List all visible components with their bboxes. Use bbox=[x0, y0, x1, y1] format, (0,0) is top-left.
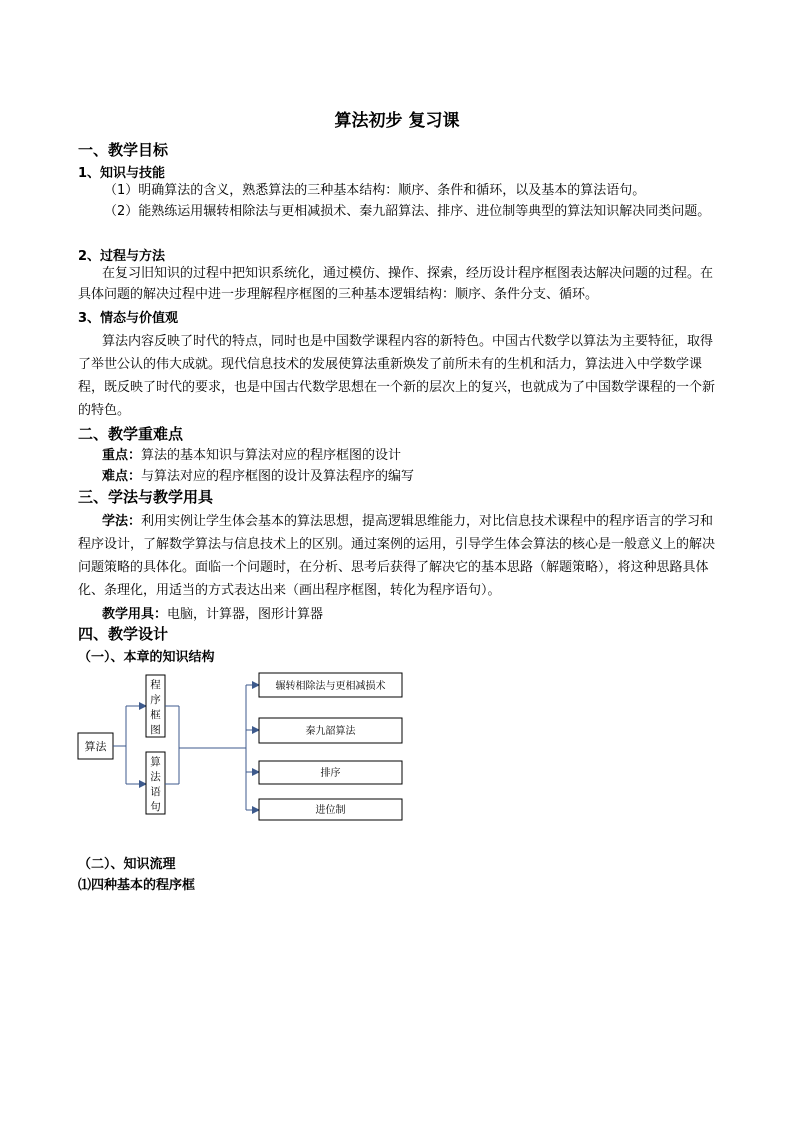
node-flowchart-char-2: 序 bbox=[150, 694, 161, 706]
subheading-four-basic-boxes: ⑴四种基本的程序框 bbox=[78, 878, 196, 893]
node-root-label: 算法 bbox=[84, 740, 107, 753]
leaf-connectors bbox=[165, 685, 259, 810]
key-point-label: 重点： bbox=[102, 448, 142, 463]
node-euclid-label: 辗转相除法与更相减损术 bbox=[275, 681, 386, 692]
subheading-values: 3、情态与价值观 bbox=[78, 311, 179, 326]
learning-method-label: 学法： bbox=[102, 514, 142, 529]
section-heading-goals: 一、教学目标 bbox=[78, 141, 169, 159]
key-point-text: 算法的基本知识与算法对应的程序框图的设计 bbox=[141, 448, 402, 463]
subheading-knowledge-review: （二）、知识流理 bbox=[78, 857, 176, 872]
node-qinjiushao-label: 秦九韶算法 bbox=[305, 726, 356, 737]
node-sorting-label: 排序 bbox=[320, 768, 341, 779]
node-base-label: 进位制 bbox=[315, 805, 346, 816]
difficult-point-label: 难点： bbox=[102, 469, 142, 484]
difficult-point-text: 与算法对应的程序框图的设计及算法程序的编写 bbox=[141, 469, 415, 484]
values-text: 算法内容反映了时代的特点，同时也是中国数学课程内容的新特色。中国古代数学以算法为主要特征，取得了举世公认的伟大成就。现代信息技术的发展使算法重新焕发了前所未有的生机和活力，算法进入中学数学课程，既反映了时代的要求，也是中国古代数学思想在一个新的层次上的复兴，也就成为了中国数学课程的一个新的特色。 bbox=[78, 334, 716, 418]
section-heading-methods-tools: 三、学法与教学用具 bbox=[78, 488, 214, 506]
subheading-process-method: 2、过程与方法 bbox=[78, 249, 166, 264]
goal-item-2: （2）能熟练运用辗转相除法与更相减损术、秦九韶算法、排序、进位制等典型的算法知识解决同类问题。 bbox=[104, 204, 711, 219]
node-statements-char-4: 句 bbox=[150, 801, 161, 813]
learning-method-text: 利用实例让学生体会基本的算法思想，提高逻辑思维能力，对比信息技术课程中的程序语言的学习和程序设计，了解数学算法与信息技术上的区别。通过案例的运用，引导学生体会算法的核心是一般意义上的解决问题策略的具体化。面临一个问题时，在分析、思考后获得了解决它的基本思路（解题策略），将这种思路具体化、条理化，用适当的方式表达出来（画出程序框图，转化为程序语句）。 bbox=[78, 514, 716, 598]
teaching-tools-label: 教学用具： bbox=[102, 607, 168, 622]
teaching-tools-text: 电脑，计算器，图形计算器 bbox=[167, 607, 324, 622]
goal-item-1: （1）明确算法的含义，熟悉算法的三种基本结构：顺序、条件和循环，以及基本的算法语句。 bbox=[104, 183, 646, 198]
node-statements-char-2: 法 bbox=[150, 771, 161, 783]
node-statements-char-3: 语 bbox=[150, 786, 161, 798]
process-method-text: 在复习旧知识的过程中把知识系统化，通过模仿、操作、探索，经历设计程序框图表达解决问题的过程。在具体问题的解决过程中进一步理解程序框图的三种基本逻辑结构：顺序、条件分支、循环。 bbox=[78, 266, 714, 302]
subheading-knowledge-skills: 1、知识与技能 bbox=[78, 166, 166, 181]
node-flowchart-char-3: 框 bbox=[150, 709, 161, 721]
node-statements-char-1: 算 bbox=[150, 756, 161, 768]
root-connectors bbox=[113, 706, 146, 784]
node-flowchart-char-4: 图 bbox=[150, 724, 161, 736]
section-heading-key-points: 二、教学重难点 bbox=[78, 425, 184, 443]
node-flowchart-char-1: 程 bbox=[150, 679, 161, 691]
subheading-knowledge-structure: （一）、本章的知识结构 bbox=[78, 650, 215, 665]
section-heading-design: 四、教学设计 bbox=[78, 625, 169, 643]
page-title: 算法初步 复习课 bbox=[334, 111, 460, 131]
